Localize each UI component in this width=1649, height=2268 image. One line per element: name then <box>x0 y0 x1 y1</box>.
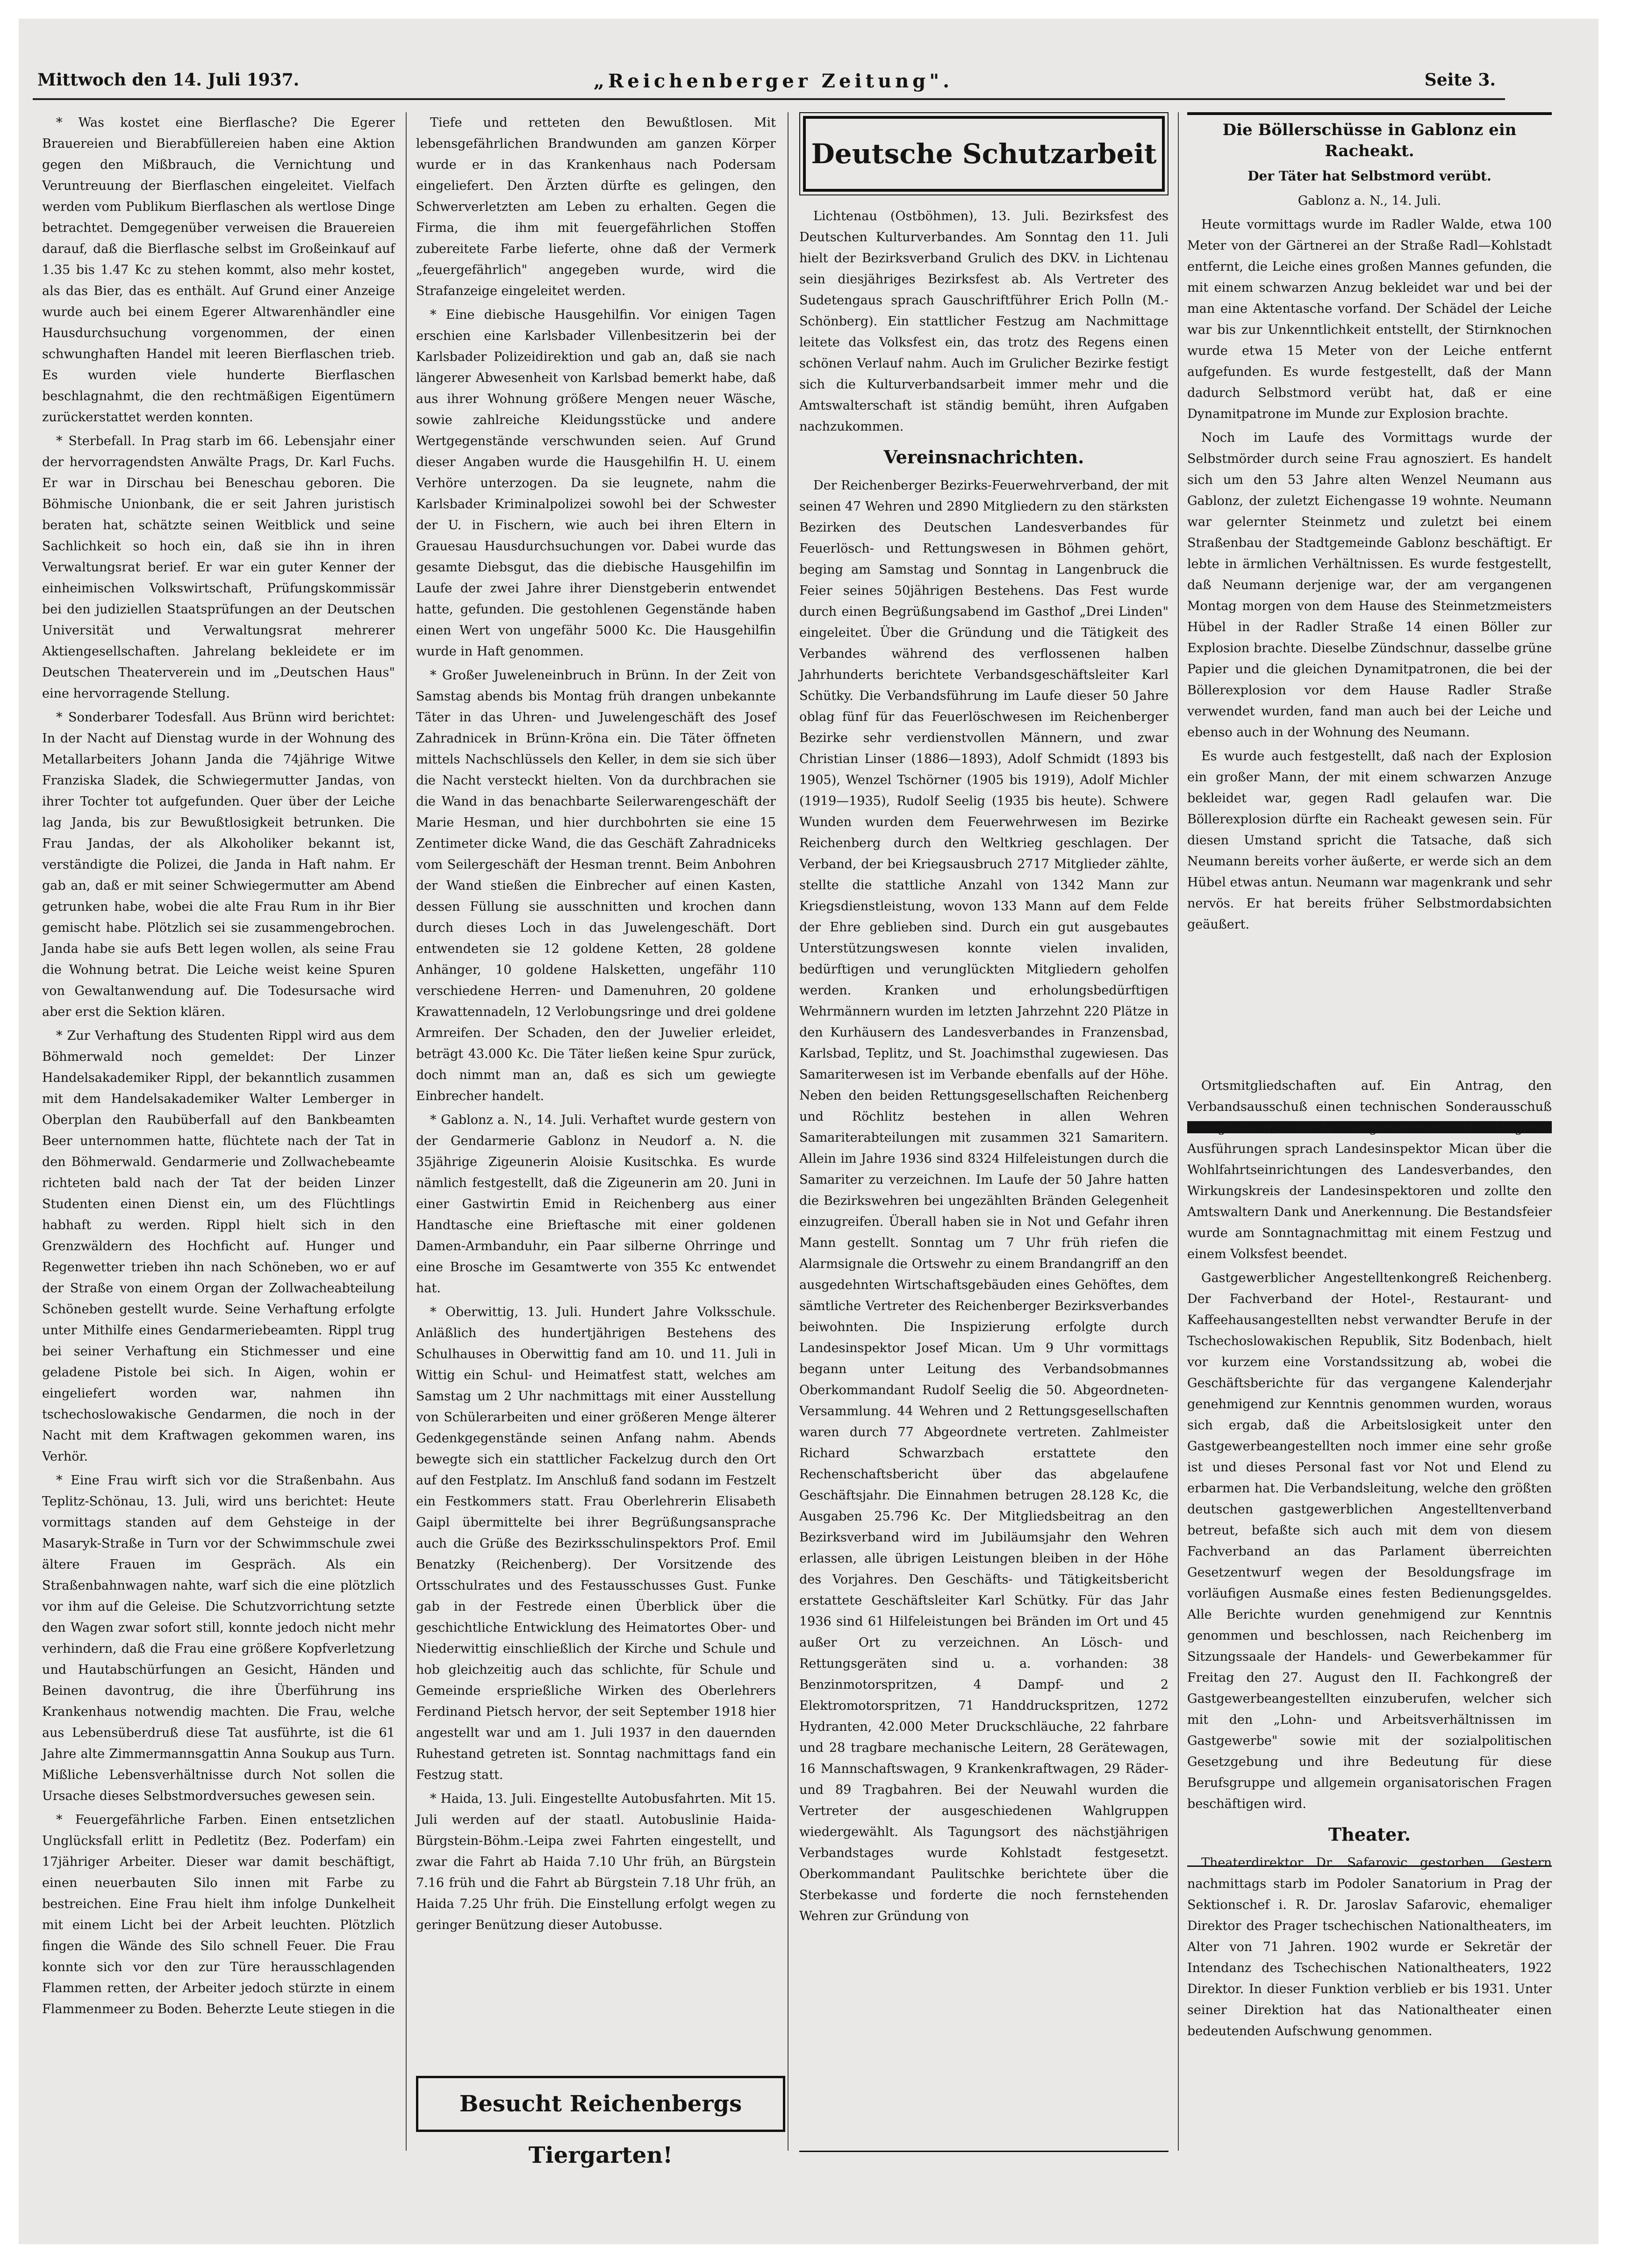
article-body <box>1187 214 1552 1112</box>
column-3 <box>799 112 1169 1923</box>
article-haida: * Haida, 13. Juli. Eingestellte Autobusfahrten. Mit 15. Juli werden auf der staatl. Autobuslinie Haida-Bürgstein-Böhm.-Leipa zwei Fahrten eingestellt, und zwar die Fahrt ab Haida 7.10 Uhr früh, an Bürgstein 7.16 früh und die Fahrt ab Bürgstein 7.18 Uhr früh, an Haida 7.25 Uhr früh. Die Einstellung erfolgt wegen zu geringer Benützung dieser Autobusse. <box>416 1792 776 1932</box>
article-title: Die Böllerschüsse in Gablonz ein Racheakt. <box>1187 112 1552 162</box>
column-end-rule <box>799 2151 1169 2152</box>
article-dateline: Gablonz a. N., 14. Juli. <box>1298 194 1441 208</box>
article-sterbefall: * Sterbefall. In Prag starb im 66. Lebensjahr einer der hervorragendsten Anwälte Prags, Dr. Karl Fuchs. Er war in Dirschau bei Beneschau geboren. Die Böhmische Unionbank, die er seit Jahren juristisch beraten hat, schätzte seinen Weitblick und seine Sachlichkeit so hoch ein, daß sie ihn in ihren Verwaltungsrat berief. Er war ein guter Kenner der einheimischen Volkswirtschaft, Prüfungskommissär bei den judiziellen Staatsprüfungen an der Deutschen Universität und Verwaltungsrat mehrerer Aktiengesellschaften. Jahrelang bekleidete er im Deutschen Theaterverein und im „Deutschen Haus" eine hervorragende Stellung. <box>42 434 395 701</box>
column-end-rule <box>1187 1865 1552 1867</box>
article-oberwittig: * Oberwittig, 13. Juli. Hundert Jahre Volksschule. Anläßlich des hundertjährigen Bestehens des Schulhauses in Oberwittig fand am 10. und 11. Juli in Wittig ein Schul- und Heimatfest statt, welches am Samstag um 2 Uhr nachmittags mit einer Ausstellung von Schülerarbeiten und einer größeren Menge älterer Gedenkgegenstände seinen Anfang nahm. Abends bewegte sich ein stattlicher Fackelzug durch den Ort auf den Festplatz. Im Anschluß fand sodann im Festzelt ein Festkommers statt. Frau Oberlehrerin Elisabeth Gaipl übermittelte bei ihrer Begrüßungsansprache auch die Grüße des Bezirksschulinspektors Prof. Emil Benatzky (Reichenberg). Der Vorsitzende des Ortsschulrates und des Festausschusses Gust. Funke gab in der Festrede einen Überblick über die geschichtliche Entwicklung des Heimatortes Ober- und Niederwittig einschließlich der Kirche und Schule und hob gleichzeitig auch das schlichte, für Schule und Gemeinde ersprießliche Wirken des Oberlehrers Ferdinand Pietsch hervor, der seit September 1918 hier angestellt war und am 1. Juli 1937 in den dauernden Ruhestand getreten ist. Sonntag nachmittags fand ein Festzug statt. <box>416 1305 776 1782</box>
column-1 <box>42 112 395 2151</box>
article-todesfall: * Sonderbarer Todesfall. Aus Brünn wird berichtet: In der Nacht auf Dienstag wurde in der Wohnung des Metallarbeiters Johann Janda die 74jährige Witwe Franziska Sladek, die Schwiegermutter Jandas, von ihrer Tochter tot aufgefunden. Quer über der Leiche lag Janda, bis zur Bewußtlosigkeit betrunken. Die Frau Jandas, der als Alkoholiker bekannt ist, verständigte die Polizei, die Janda in Haft nahm. Er gab an, daß er mit seiner Schwiegermutter am Abend getrunken habe, wobei die alte Frau Rum in ihr Bier gemischt habe. Plötzlich sei sie zusammengebrochen. Janda habe sie aufs Bett legen wollen, als seine Frau die Wohnung betrat. Die Leiche weist keine Spuren von Gewaltanwendung auf. Die Todesursache wird aber erst die Sektion klären. <box>42 710 395 1019</box>
article-hausgehilfin: * Eine diebische Hausgehilfin. Vor einigen Tagen erschien eine Karlsbader Villenbesitzerin bei der Karlsbader Polizeidirektion und gab an, daß sie nach längerer Abwesenheit von Karlsbad bemerkt habe, daß aus ihrer Wohnung größere Mengen neuer Wäsche, sowie zahlreiche Kleidungsstücke und andere Wertgegenstände verschwunden seien. Auf Grund dieser Angaben wurde die Hausgehilfin H. U. einem Verhöre unterzogen. Da sie leugnete, nahm die Karlsbader Kriminalpolizei sowohl bei der Schwester der U. in Fischern, wie auch bei ihren Eltern in Grauesau Hausdurchsuchungen vor. Dabei wurde das gesamte Diebsgut, das die diebische Hausgehilfin im Laufe der zwei Jahre ihrer Dienstgeberin entwendet hatte, gefunden. Die gestohlenen Gegenstände haben einen Wert von ungefähr 5000 Kc. Die Hausgehilfin wurde in Haft genommen. <box>416 308 776 659</box>
article-boellerschuesse <box>1187 112 1552 1145</box>
article-paragraph: Es wurde auch festgestellt, daß nach der Explosion ein großer Mann, der mit einem schwarzen Anzuge bekleidet war, gegen Radl gelaufen war. Die Böllerexplosion dürfte ein Racheakt gewesen sein. Für diesen Umstand spricht die Tatsache, daß sich Neumann bereits vorher äußerte, er werde sich an dem Hübel etwas antun. Neumann war magenkrank und sehr nervös. Er hat bereits früher Selbstmordabsichten geäußert. <box>1187 749 1552 932</box>
column-4-lower <box>1187 1075 1552 2038</box>
page-header <box>33 56 1505 100</box>
article-bierflasche: * Was kostet eine Bierflasche? Die Egerer Brauereien und Bierabfüllereien haben eine Aktion gegen den Mißbrauch, die Vernichtung und Veruntreuung der Bierflaschen eingeleitet. Vielfach werden vom Publikum Bierflaschen als wertlose Dinge betrachtet. Demgegenüber verweisen die Brauereien darauf, daß die Bierflasche selbst im Großeinkauf auf 1.35 bis 1.47 Kc zu stehen kommt, also mehr kostet, als das Bier, das es enthält. Auf Grund einer Anzeige wurde auch bei einem Egerer Altwarenhändler eine Hausdurchsuchung vorgenommen, der einen schwunghaften Handel mit leeren Bierflaschen trieb. Es wurden viele hunderte Bierflaschen beschlagnahmt, die den rechtmäßigen Eigentümern zurückerstattet werden konnten. <box>42 115 395 425</box>
column-divider <box>406 112 407 2151</box>
article-lichtenau: Lichtenau (Ostböhmen), 13. Juli. Bezirksfest des Deutschen Kulturverbandes. Am Sonntag den 11. Juli hielt der Bezirksverband Grulich des DKV. in Lichtenau sein diesjähriges Bezirksfest ab. Als Vertreter des Sudetengaus sprach Gauschriftführer Erich Polln (M.-Schönberg). Ein stattlicher Festzug am Nachmittage leitete das Volksfest ein, das trotz des Regens einen schönen Verlauf nahm. Auch im Grulicher Bezirke festigt sich die Kulturverbandsarbeit immer mehr und die Amtswalterschaft ist ständig bemüht, ihren Aufgaben nachzukommen. <box>799 209 1169 434</box>
newspaper-title: „Reichenberger Zeitung". <box>594 70 953 92</box>
article-subtitle: Der Täter hat Selbstmord verübt. <box>1248 168 1491 184</box>
article-feuerwehrverband: Der Reichenberger Bezirks-Feuerwehrverband, der mit seinen 47 Wehren und 2890 Mitgliedern zu den stärksten Bezirken des Deutschen Landesverbandes für Feuerlösch- und Rettungswesen in Böhmen gehört, beging am Samstag und Sonntag in Langenbruck die Feier seines 50jährigen Bestehens. Das Fest wurde durch einen Begrüßungsabend im Gasthof „Drei Linden" eingeleitet. Über die Gründung und die Tätigkeit des Verbandes während des verflossenen halben Jahrhunderts berichtete Verbandsgeschäftsleiter Karl Schütky. Die Verbandsführung im Laufe dieser 50 Jahre oblag fünf für das Feuerlöschwesen im Reichenberger Bezirke sehr verdienstvollen Männern, und zwar Christian Linser (1886—1893), Adolf Schmidt (1893 bis 1905), Wenzel Tschörner (1905 bis 1919), Adolf Michler (1919—1935), Rudolf Seelig (1935 bis heute). Schwere Wunden wurden dem Feuerwehrwesen im Bezirke Reichenberg durch den Weltkrieg geschlagen. Der Verband, der bei Kriegsausbruch 2717 Mitglieder zählte, stellte die stattliche Anzahl von 1342 Mann zur Kriegsdienstleistung, wovon 133 Mann auf dem Felde der Ehre geblieben sind. Durch ein gut ausgebautes Unterstützungswesen konnte vielen invaliden, bedürftigen und verunglückten Mitgliedern geholfen werden. Kranken und erholungsbedürftigen Wehrmännern wurden im letzten Jahrzehnt 220 Plätze in den Kurhäusern des Landesverbandes in Franzensbad, Karlsbad, Teplitz, und St. Joachimsthal zugewiesen. Das Samariterwesen ist im Verbande ebenfalls auf der Höhe. Neben den beiden Rettungsgesellschaften Reichenberg und Röchlitz bestehen in allen Wehren Samariterabteilungen mit zusammen 321 Samaritern. Allein im Jahre 1936 sind 8324 Hilfeleistungen durch die Samariter zu verzeichnen. Im Laufe der 50 Jahre hatten die Bezirkswehren bei ungezählten Bränden Gelegenheit einzugreifen. Überall haben sie in Not und Gefahr ihren Mann gestellt. Sonntag um 7 Uhr früh riefen die Alarmsignale die Ortswehr zu einem Brandangriff an den ausgedehnten Wirtschaftsgebäuden eines Gehöftes, dem sämtliche Vertreter des Reichenberger Bezirksverbandes beiwohnten. Die Inspizierung erfolgte durch Landesinspektor Josef Mican. Um 9 Uhr vormittags begann unter Leitung des Verbandsobmannes Oberkommandant Rudolf Seelig die 50. Abgeordneten-Versammlung. 44 Wehren und 2 Rettungsgesellschaften waren durch 77 Abgeordnete vertreten. Zahlmeister Richard Schwarzbach erstattete den Rechenschaftsbericht über das abgelaufene Geschäftsjahr. Die Einnahmen betrugen 28.128 Kc, die Ausgaben 25.796 Kc. Der Mitgliedsbeitrag an den Bezirksverband wird im Jubiläumsjahr den Wehren erlassen, alle übrigen Leistungen bleiben in der Höhe des Vorjahres. Den Geschäfts- und Tätigkeitsbericht erstattete Geschäftsleiter Karl Schütky. Für das Jahr 1936 sind 61 Hilfeleistungen bei Bränden im Ort und 45 außer Ort zu verzeichnen. An Lösch- und Rettungsgeräten sind u. a. vorhanden: 38 Benzinmotorspritzen, 4 Dampf- und 2 Elektromotorspritzen, 71 Handdruckspritzen, 1272 Hydranten, 42.000 Meter Druckschläuche, 22 fahrbare und 28 tragbare mechanische Leitern, 28 Gerätewagen, 16 Mannschaftswagen, 9 Krankenkraftwagen, 29 Räder- und 89 Tragbahren. Bei der Neuwahl wurden die Vertreter der ausgeschiedenen Wahlgruppen wiedergewählt. Als Tagungsort des nächstjährigen Verbandstages wurde Kohlstadt festgesetzt. Oberkommandant Paulitschke berichtete über die Sterbekasse und forderte die noch fernstehenden Wehren zur Gründung von <box>799 478 1169 1923</box>
header-date: Mittwoch den 14. Juli 1937. <box>37 70 300 90</box>
article-juweleneinbruch: * Großer Juweleneinbruch in Brünn. In der Zeit von Samstag abends bis Montag früh drangen unbekannte Täter in das Uhren- und Juwelengeschäft des Josef Zahradnicek in Brünn-Kröna ein. Die Täter öffneten mittels Nachschlüssels den Keller, in dem sie sich über die Nacht versteckt hielten. Von da durchbrachen sie die Wand in das benachbarte Seilerwarengeschäft der Marie Hesman, und hier durchbohrten sie eine 15 Zentimeter dicke Wand, die das Geschäft Zahradniceks vom Seilergeschäft der Hesman trennt. Beim Anbohren der Wand stießen die Einbrecher auf einen Kasten, dessen Füllung sie ausschnitten und krochen dann durch dieses Loch in das Juwelengeschäft. Dort entwendeten sie 12 goldene Ketten, 28 goldene Anhänger, 10 goldene Halsketten, ungefähr 110 verschiedene Herren- und Damenuhren, 20 goldene Krawattennadeln, 12 Verlobungsringe und drei goldene Armreifen. Der Schaden, den der Juwelier erleidet, beträgt 43.000 Kc. Die Täter ließen keine Spur zurück, doch nimmt man an, daß es sich um gewiegte Einbrecher handelt. <box>416 668 776 1103</box>
column-3-body <box>799 206 1169 2090</box>
article-strassenbahn: * Eine Frau wirft sich vor die Straßenbahn. Aus Teplitz-Schönau, 13. Juli, wird uns berichtet: Heute vormittags standen auf dem Gehsteige in der Masaryk-Straße in Turn vor der Schwimmschule zwei ältere Frauen im Gespräch. Als ein Straßenbahnwagen nahte, warf sich die eine plötzlich vor ihm auf die Geleise. Die Schutzvorrichtung setzte den Wagen zwar sofort still, konnte jedoch nicht mehr verhindern, daß die Frau eine größere Kopfverletzung und Hautabschürfungen an Gesicht, Händen und Beinen davontrug, die ihre Überführung ins Krankenhaus notwendig machten. Die Frau, welche aus Lebensüberdruß diese Tat ausführte, ist die 61 Jahre alte Zimmermannsgattin Anna Soukup aus Turn. Mißliche Lebensverhältnisse durch Not sollen die Ursache dieses Selbstmordversuches gewesen sein. <box>42 1473 395 1803</box>
article-paragraph: Heute vormittags wurde im Radler Walde, etwa 100 Meter von der Gärtnerei an der Straße Radl—Kohlstadt entfernt, die Leiche eines großen Mannes gefunden, die mit einem schwarzen Anzug bekleidet war und bei der man eine Aktentasche vorfand. Der Schädel der Leiche war bis zur Unkenntlichkeit entstellt, der Stirnknochen wurde etwa 15 Meter von der Leiche entfernt aufgefunden. Es wurde festgestellt, daß der Mann dadurch Selbstmord verübt hat, daß er eine Dynamitpatrone im Munde zur Explosion brachte. <box>1187 217 1552 421</box>
column-2 <box>416 112 776 2066</box>
box-title-schutzarbeit: Deutsche Schutzarbeit <box>803 116 1165 192</box>
article-safarovic: Theaterdirektor Dr. Safarovic gestorben. Gestern nachmittags starb im Podoler Sanatorium in Prag der Sektionschef i. R. Dr. Jaroslav Safarovic, ehemaliger Direktor des Prager tschechischen Nationaltheaters, im Alter von 71 Jahren. 1902 wurde er Sekretär der Intendanz des Tschechischen Nationaltheaters, 1922 Direktor. In dieser Funktion verblieb er bis 1931. Unter seiner Direktion hat das Nationaltheater einen bedeutenden Aufschwung genommen. <box>1187 1856 1552 2038</box>
column-divider <box>1178 112 1179 2151</box>
article-farben: * Feuergefährliche Farben. Einen entsetzlichen Unglücksfall erlitt in Pedletitz (Bez. Poderfam) ein 17jähriger Arbeiter. Dieser war damit beschäftigt, einen neuerbauten Silo innen mit Farbe zu bestreichen. Eine Frau hielt ihm infolge Dunkelheit mit einem Licht bei der Arbeit leuchten. Plötzlich fingen die Wände des Silo schnell Feuer. Die Frau konnte sich vor den zur Türe herausschlagenden Flammen retten, der Arbeiter jedoch stürzte in einem Flammenmeer zu Boden. Beherzte Leute stiegen in die <box>42 1813 395 2016</box>
article-rippl: * Zur Verhaftung des Studenten Rippl wird aus dem Böhmerwald noch gemeldet: Der Linzer Handelsakademiker Rippl, der bekanntlich zusammen mit dem Handelsakademiker Walter Lemberger in Oberplan den Raubüberfall auf den Bankbeamten Beer unternommen hatte, flüchtete nach der Tat in den Böhmerwald. Gendarmerie und Zollwachebeamte richteten bald nach der Tat der beiden Linzer Studenten einen Dienst ein, um des Flüchtlings habhaft zu werden. Rippl hielt sich in den Grenzwäldern des Hochficht auf. Hunger und Regenwetter trieben ihn nach Schöneben, wo er auf der Straße von einem Organ der Zollwacheabteilung Schöneben gestellt wurde. Seine Verhaftung erfolgte unter Mithilfe eines Gendarmeriebeamten. Rippl trug bei seiner Verhaftung ein Stichmesser und eine geladene Pistole bei sich. In Aigen, wohin er eingeliefert worden war, nahmen ihn tschechoslowakische Gendarmen, die noch in der Nacht mit dem Kraftwagen gekommen waren, ins Verhör. <box>42 1029 395 1464</box>
article-ortsmitgliedschaften: Ortsmitgliedschaften auf. Ein Antrag, den Verbandsausschuß einen technischen Sonderausschuß anzugliedern, wurde angenommen. In längeren Ausführungen sprach Landesinspektor Mican über die Wohlfahrtseinrichtungen des Landesverbandes, den Wirkungskreis der Landesinspektoren und zollte den Amtswaltern Dank und Anerkennung. Die Bestandsfeier wurde am Sonntagnachmittag mit einem Festzug und einem Volksfest beendet. <box>1187 1079 1552 1261</box>
section-theater: Theater. <box>1328 1824 1411 1845</box>
article-gablonz-zigeunerin: * Gablonz a. N., 14. Juli. Verhaftet wurde gestern von der Gendarmerie Gablonz in Neudorf a. N. die 35jährige Zigeunerin Aloisie Kusitschka. Es wurde nämlich festgestellt, daß die Zigeunerin am 20. Juni in einer Gastwirtin Emid in Reichenberg aus einer Handtasche eine Brieftasche mit einer goldenen Damen-Armbanduhr, ein Paar silberne Ohrringe und eine Brosche im Gesamtwerte von 355 Kc entwendet hat. <box>416 1113 776 1296</box>
section-vereinsnachrichten: Vereinsnachrichten. <box>883 446 1084 468</box>
advertisement-tiergarten: Besucht Reichenbergs Tiergarten! <box>416 2076 785 2132</box>
article-paragraph: Noch im Laufe des Vormittags wurde der Selbstmörder durch seine Frau agnosziert. Es handelt sich um den 53 Jahre alten Wenzel Neumann aus Gablonz, der zuletzt Eichengasse 19 wohnte. Neumann war gelernter Steinmetz und zuletzt bei einem Straßenbau der Stadtgemeinde Gablonz beschäftigt. Er lebte in ärmlichen Verhältnissen. Es wurde festgestellt, daß Neumann derjenige war, der am vergangenen Montag morgen von dem Hause des Steinmetzmeisters Hübel in der Radler Straße 14 einen Böller zur Explosion brachte. Dieselbe Zündschnur, dasselbe grüne Papier und die gleichen Dynamitpatronen, die bei der Böllerexplosion vor dem Hause Radler Straße verwendet wurden, fand man auch bei der Leiche und ebenso auch in der Wohnung des Neumann. <box>1187 431 1552 740</box>
article-farben-cont: Tiefe und retteten den Bewußtlosen. Mit lebensgefährlichen Brandwunden am ganzen Körper wurde er in das Krankenhaus nach Podersam eingeliefert. Den Ärzten dürfte es gelingen, den Schwerverletzten am Leben zu erhalten. Gegen die Firma, die ihm mit feuergefährlichen Stoffen zubereitete Farbe lieferte, ohne daß der Vermerk „feuergefährlich" angegeben wurde, wird die Strafanzeige eingeleitet werden. <box>416 115 776 298</box>
column-divider <box>788 112 789 2151</box>
page-number: Seite 3. <box>1424 70 1496 90</box>
article-angestelltenkongress: Gastgewerblicher Angestelltenkongreß Reichenberg. Der Fachverband der Hotel-, Restaurant- und Kaffeehausangestellten nebst verwandter Berufe in der Tschechoslowakischen Republik, Sitz Bodenbach, hielt vor kurzem eine Vorstandssitzung ab, wobei die Geschäftsberichte für das vergangene Kalenderjahr genehmigend zur Kenntnis genommen wurden, woraus sich ergab, daß die Arbeitslosigkeit unter den Gastgewerbeangestellten noch immer eine sehr große ist und dieses Personal fast vor Not und Elend zu erbarmen hat. Die Verbandsleitung, welche den größten deutschen gastgewerblichen Angestelltenverband betreut, befaßte sich auch mit dem von diesem Fachverband an das Parlament überreichten Gesetzentwurf wegen der Besoldungsfrage im vorläufigen Ausmaße eines festen Bedienungsgeldes. Alle Berichte wurden genehmigend zur Kenntnis genommen und beschlossen, nach Reichenberg im Sitzungssaale der Handels- und Gewerbekammer für Freitag den 27. August den II. Fachkongreß der Gastgewerbeangestellten einzuberufen, welcher sich mit den „Lohn- und Arbeitsverhältnissen im Gastgewerbe" sowie mit der sozialpolitischen Gesetzgebung und ihre Bedeutung für diese Berufsgruppe und allgemein organisatorischen Fragen beschäftigen wird. <box>1187 1271 1552 1811</box>
